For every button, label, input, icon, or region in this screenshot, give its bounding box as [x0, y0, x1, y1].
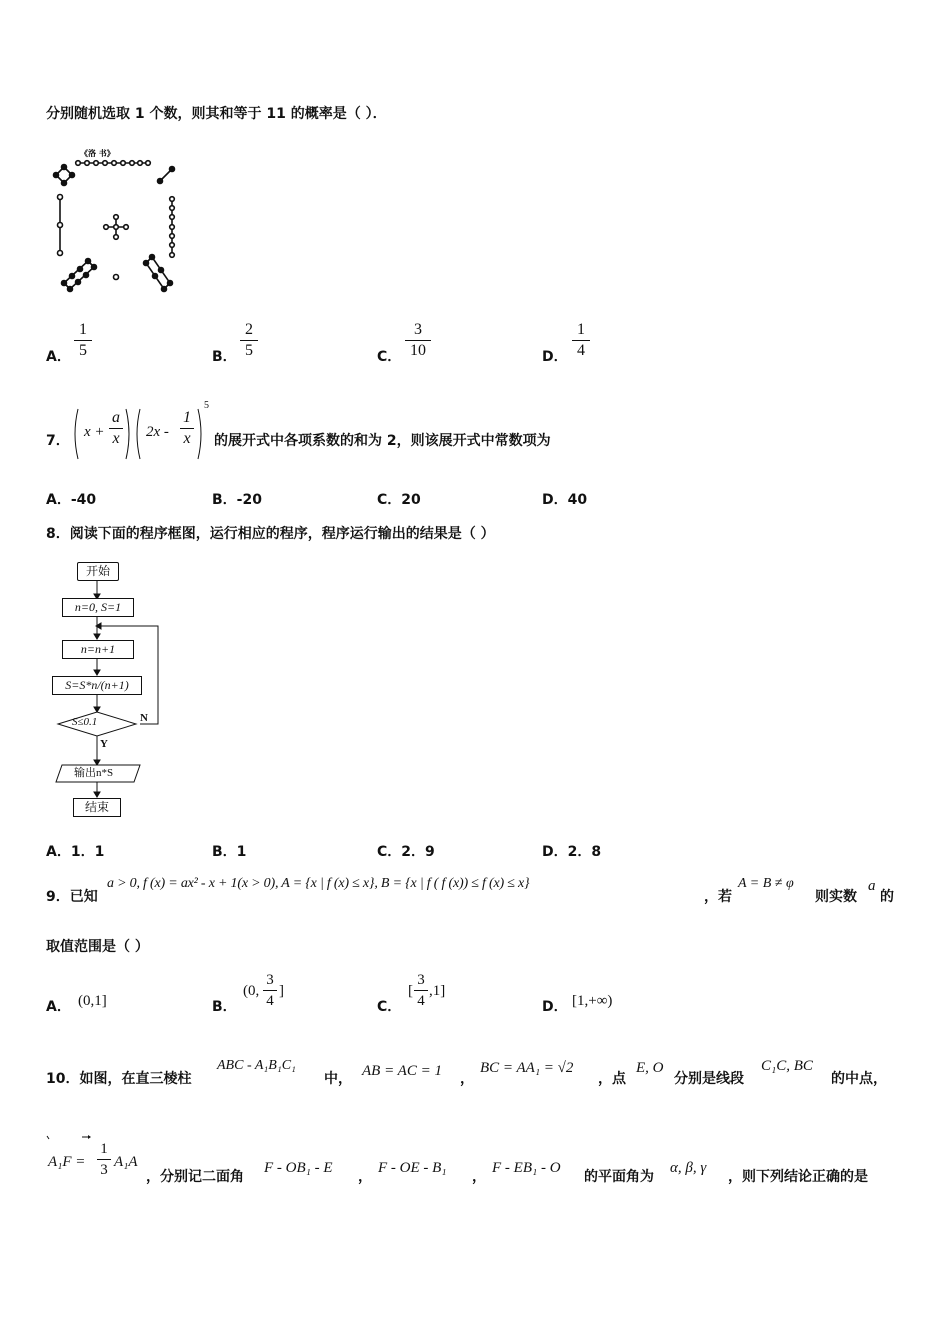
q9-option-b-post: ]	[279, 983, 284, 999]
q6-option-c-fraction: 3 10	[405, 320, 431, 361]
q6-option-b-fraction: 2 5	[240, 320, 258, 361]
flow-yes: Y	[100, 738, 108, 750]
q10-dihedral-3: F - EB₁ - O	[492, 1160, 561, 1176]
flow-step: n=n+1	[62, 640, 134, 659]
q9-option-c-fraction: 3 4	[414, 970, 428, 1011]
q9-option-b-label: B．	[212, 999, 237, 1015]
q9-de: 的	[880, 889, 894, 905]
q9-option-a-value: (0,1]	[78, 993, 107, 1009]
q7-option-c: C．20	[377, 492, 421, 508]
q9-option-c-label: C．	[377, 999, 402, 1015]
q9-formula: a > 0, f (x) = ax² - x + 1(x > 0), A = {x | f (x) ≤ x}, B = {x | f ( f (x)) ≤ f (x) ≤ x}	[107, 876, 530, 891]
luoshu-title: 《洛 书》	[80, 149, 115, 158]
q10-vec-fraction: 1 3	[97, 1139, 111, 1180]
flowchart	[48, 558, 168, 820]
q9-option-a-label: A．	[46, 999, 71, 1015]
q10-eq2: BC = AA₁ = √2	[480, 1060, 574, 1076]
q7-frac-a-over-x: a x	[109, 408, 123, 449]
q6-option-a-fraction: 1 5	[74, 320, 92, 361]
q7-option-d: D．40	[542, 492, 588, 508]
q10-tail: ，则下列结论正确的是	[728, 1169, 868, 1185]
q7-number: 7．	[46, 433, 70, 449]
q7-tail: 的展开式中各项系数的和为 2，则该展开式中常数项为	[214, 433, 551, 449]
flow-cond: S≤0.1	[72, 716, 98, 728]
luoshu-figure	[48, 145, 188, 295]
q10-sep-1: ，	[358, 1169, 372, 1185]
q8-option-a: A．1．1	[46, 844, 105, 860]
q7-expr-2x-minus: 2x -	[146, 424, 169, 440]
q10-eq1: AB = AC = 1	[362, 1063, 442, 1079]
q10-zhong: 中，	[324, 1071, 352, 1087]
q9-prefix: 9．已知	[46, 889, 98, 905]
flow-output: 输出n*S	[74, 767, 114, 779]
q10-angles: α, β, γ	[670, 1160, 707, 1176]
flow-start: 开始	[77, 562, 119, 581]
q9-option-d-value: [1,+∞)	[572, 993, 613, 1009]
q10-comma1: ，	[460, 1071, 474, 1087]
q10-points: E, O	[636, 1060, 664, 1076]
q6-option-d-fraction: 1 4	[572, 320, 590, 361]
q9-suffix: 则实数	[815, 889, 857, 905]
q9-ruo: ，若	[704, 889, 732, 905]
q9-option-c-post: ,1]	[429, 983, 446, 999]
q10-fenbie: 分别是线段	[674, 1071, 744, 1087]
q10-midpt: 的中点，	[831, 1071, 887, 1087]
q9-condition: A = B ≠ φ	[738, 876, 794, 891]
q7-expr-x-plus: x +	[84, 424, 105, 440]
q8-stem: 8．阅读下面的程序框图，运行相应的程序，程序运行输出的结果是（ ）	[46, 526, 495, 542]
q10-dian: ，点	[598, 1071, 626, 1087]
q9-option-c-pre: [	[408, 983, 413, 999]
q10-segs: C₁C, BC	[761, 1058, 813, 1074]
flow-init: n=0, S=1	[62, 598, 134, 617]
q6-stem: 分别随机选取 1 个数，则其和等于 11 的概率是（ ）．	[46, 106, 387, 122]
q7-exponent: 5	[204, 400, 209, 411]
q10-vec-lhs: A₁F =	[48, 1154, 86, 1170]
flow-update: S=S*n/(n+1)	[52, 676, 142, 695]
q10-mid2: ，分别记二面角	[146, 1169, 244, 1185]
q6-option-b-label: B．	[212, 349, 237, 365]
q7-option-a: A．-40	[46, 492, 97, 508]
q7-option-b: B．-20	[212, 492, 262, 508]
q9-line2: 取值范围是（ ）	[46, 939, 149, 955]
q6-option-c-label: C．	[377, 349, 402, 365]
q9-option-d-label: D．	[542, 999, 568, 1015]
q10-prism: ABC - A₁B₁C₁	[217, 1058, 296, 1073]
q10-vec-rhs: A₁A	[114, 1154, 138, 1170]
q8-option-c: C．2．9	[377, 844, 435, 860]
q10-dihedral-1: F - OB₁ - E	[264, 1160, 333, 1176]
flow-no: N	[140, 712, 148, 724]
vector-arrows	[46, 1133, 146, 1143]
flow-end: 结束	[73, 798, 121, 817]
q10-prefix: 10．如图，在直三棱柱	[46, 1071, 192, 1087]
q10-angles-pre: 的平面角为	[584, 1169, 654, 1185]
q9-var: a	[868, 878, 876, 894]
q8-option-d: D．2．8	[542, 844, 602, 860]
q10-dihedral-2: F - OE - B₁	[378, 1160, 447, 1176]
q6-option-a-label: A．	[46, 349, 71, 365]
q9-option-b-pre: (0,	[243, 983, 260, 999]
q6-option-d-label: D．	[542, 349, 568, 365]
q10-sep-2: ，	[472, 1169, 486, 1185]
q7-frac-1-over-x: 1 x	[180, 408, 194, 449]
q8-option-b: B．1	[212, 844, 247, 860]
q9-option-b-fraction: 3 4	[263, 970, 277, 1011]
